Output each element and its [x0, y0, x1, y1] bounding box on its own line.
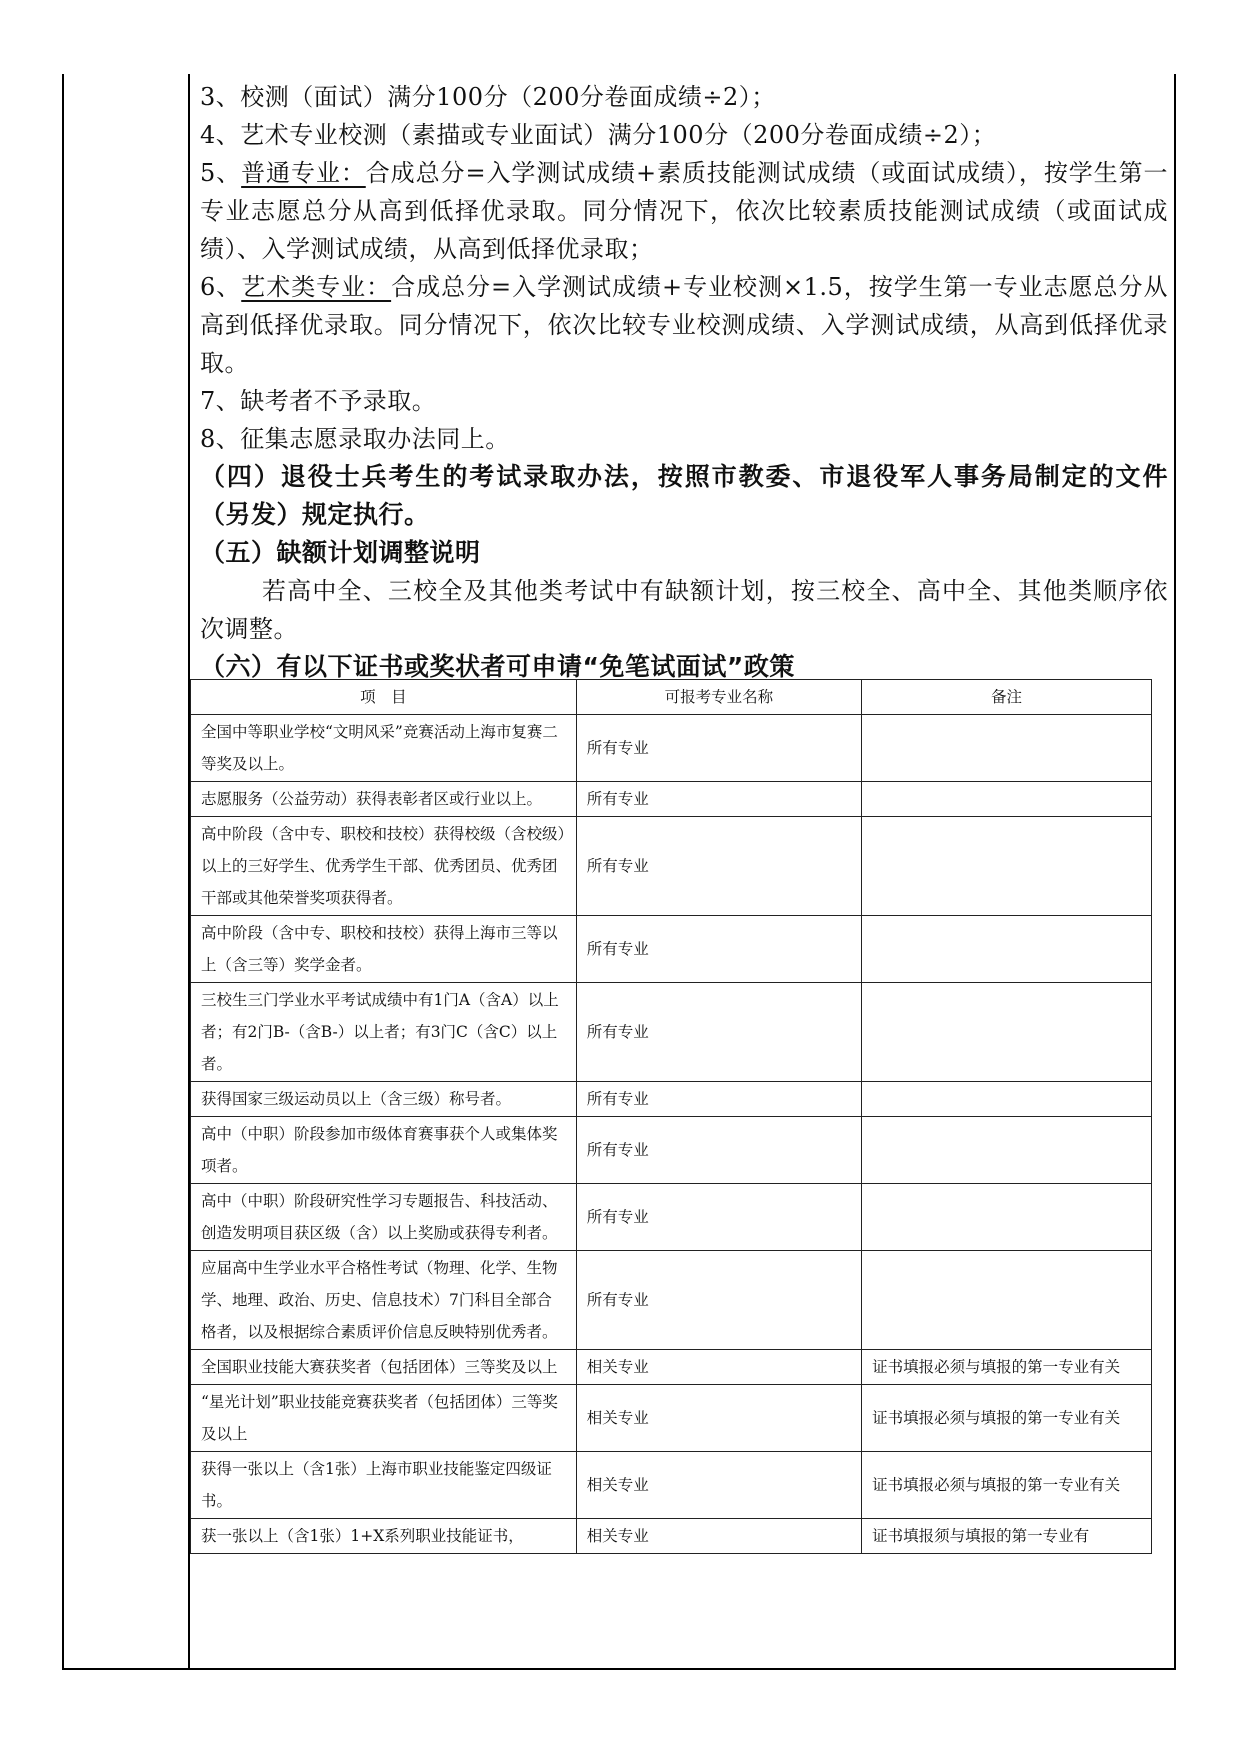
header-major: 可报考专业名称: [576, 680, 861, 715]
row-major: 所有专业: [576, 983, 861, 1082]
row-major: 所有专业: [576, 1251, 861, 1350]
row-note: [862, 983, 1152, 1082]
row-note: 证书填报必须与填报的第一专业有关: [862, 1385, 1152, 1452]
exemption-table: [190, 679, 1152, 1554]
rule-6-number: 6、: [200, 273, 242, 301]
table-row: [191, 817, 1152, 916]
row-major: 相关专业: [576, 1452, 861, 1519]
header-note: 备注: [862, 680, 1152, 715]
row-note: 证书填报须与填报的第一专业有: [862, 1519, 1152, 1554]
section-4: （四）退役士兵考生的考试录取办法，按照市教委、市退役军人事务局制定的文件（另发）规定执行。: [200, 462, 1168, 529]
rule-5-text: 合成总分=入学测试成绩+素质技能测试成绩（或面试成绩），按学生第一专业志愿总分从高到低择优录取。同分情况下，依次比较素质技能测试成绩（或面试成绩）、入学测试成绩，从高到低择优录取；: [200, 159, 1169, 263]
section-6-title: （六）有以下证书或奖状者可申请“免笔试面试”政策: [200, 652, 795, 681]
row-item: 获得国家三级运动员以上（含三级）称号者。: [191, 1082, 577, 1117]
policy-content: [200, 78, 1168, 686]
rule-5-label: 普通专业：: [241, 159, 366, 187]
row-note: [862, 782, 1152, 817]
table-row: [191, 1350, 1152, 1385]
row-note: [862, 1184, 1152, 1251]
rule-6-text: 合成总分=入学测试成绩+专业校测×1.5，按学生第一专业志愿总分从高到低择优录取。同分情况下，依次比较专业校测成绩、入学测试成绩，从高到低择优录取。: [200, 273, 1168, 377]
row-major: 所有专业: [576, 916, 861, 983]
row-note: [862, 1082, 1152, 1117]
rule-3: 3、校测（面试）满分100分（200分卷面成绩÷2）；: [200, 83, 776, 111]
table-row: [191, 1251, 1152, 1350]
row-item: 高中（中职）阶段研究性学习专题报告、科技活动、创造发明项目获区级（含）以上奖励或获得专利者。: [191, 1184, 577, 1251]
row-major: 所有专业: [576, 1082, 861, 1117]
rule-6-label: 艺术类专业：: [241, 273, 392, 301]
row-note: [862, 1117, 1152, 1184]
row-item: 获得一张以上（含1张）上海市职业技能鉴定四级证书。: [191, 1452, 577, 1519]
row-major: 相关专业: [576, 1385, 861, 1452]
rule-6: [200, 268, 1168, 382]
table-row: [191, 1519, 1152, 1554]
table-row: [191, 715, 1152, 782]
table-row: [191, 1452, 1152, 1519]
row-major: 所有专业: [576, 1184, 861, 1251]
table-body: [191, 715, 1152, 1554]
section-5-title: （五）缺额计划调整说明: [200, 538, 481, 567]
row-item: “星光计划”职业技能竞赛获奖者（包括团体）三等奖及以上: [191, 1385, 577, 1452]
row-major: 所有专业: [576, 817, 861, 916]
table-row: [191, 782, 1152, 817]
row-note: [862, 715, 1152, 782]
header-item: 项 目: [191, 680, 577, 715]
table-row: [191, 916, 1152, 983]
rule-8: 8、征集志愿录取办法同上。: [200, 425, 510, 453]
rule-5: [200, 154, 1168, 268]
row-major: 相关专业: [576, 1519, 861, 1554]
row-item: 三校生三门学业水平考试成绩中有1门A（含A）以上者；有2门B-（含B-）以上者；有3门C（含C）以上者。: [191, 983, 577, 1082]
row-major: 所有专业: [576, 1117, 861, 1184]
row-item: 高中阶段（含中专、职校和技校）获得上海市三等以上（含三等）奖学金者。: [191, 916, 577, 983]
section-5-text: 若高中全、三校全及其他类考试中有缺额计划，按三校全、高中全、其他类顺序依次调整。: [200, 577, 1168, 643]
rule-5-number: 5、: [200, 159, 242, 187]
row-major: 相关专业: [576, 1350, 861, 1385]
row-note: [862, 916, 1152, 983]
document-frame: [62, 74, 1176, 1670]
table-row: [191, 983, 1152, 1082]
row-note: [862, 1251, 1152, 1350]
row-note: 证书填报必须与填报的第一专业有关: [862, 1350, 1152, 1385]
rule-7: 7、缺考者不予录取。: [200, 387, 437, 415]
row-item: 高中（中职）阶段参加市级体育赛事获个人或集体奖项者。: [191, 1117, 577, 1184]
row-major: 所有专业: [576, 782, 861, 817]
row-item: 全国职业技能大赛获奖者（包括团体）三等奖及以上: [191, 1350, 577, 1385]
row-note: 证书填报必须与填报的第一专业有关: [862, 1452, 1152, 1519]
table-row: [191, 1117, 1152, 1184]
table-header-row: [191, 680, 1152, 715]
row-note: [862, 817, 1152, 916]
rule-4: 4、艺术专业校测（素描或专业面试）满分100分（200分卷面成绩÷2）；: [200, 121, 997, 149]
row-major: 所有专业: [576, 715, 861, 782]
table-row: [191, 1385, 1152, 1452]
row-item: 志愿服务（公益劳动）获得表彰者区或行业以上。: [191, 782, 577, 817]
row-item: 获一张以上（含1张）1+X系列职业技能证书，: [191, 1519, 577, 1554]
row-item: 高中阶段（含中专、职校和技校）获得校级（含校级）以上的三好学生、优秀学生干部、优秀团员、优秀团干部或其他荣誉奖项获得者。: [191, 817, 577, 916]
table-row: [191, 1082, 1152, 1117]
row-item: 应届高中生学业水平合格性考试（物理、化学、生物学、地理、政治、历史、信息技术）7门科目全部合格者，以及根据综合素质评价信息反映特别优秀者。: [191, 1251, 577, 1350]
table-row: [191, 1184, 1152, 1251]
row-item: 全国中等职业学校“文明风采”竞赛活动上海市复赛二等奖及以上。: [191, 715, 577, 782]
